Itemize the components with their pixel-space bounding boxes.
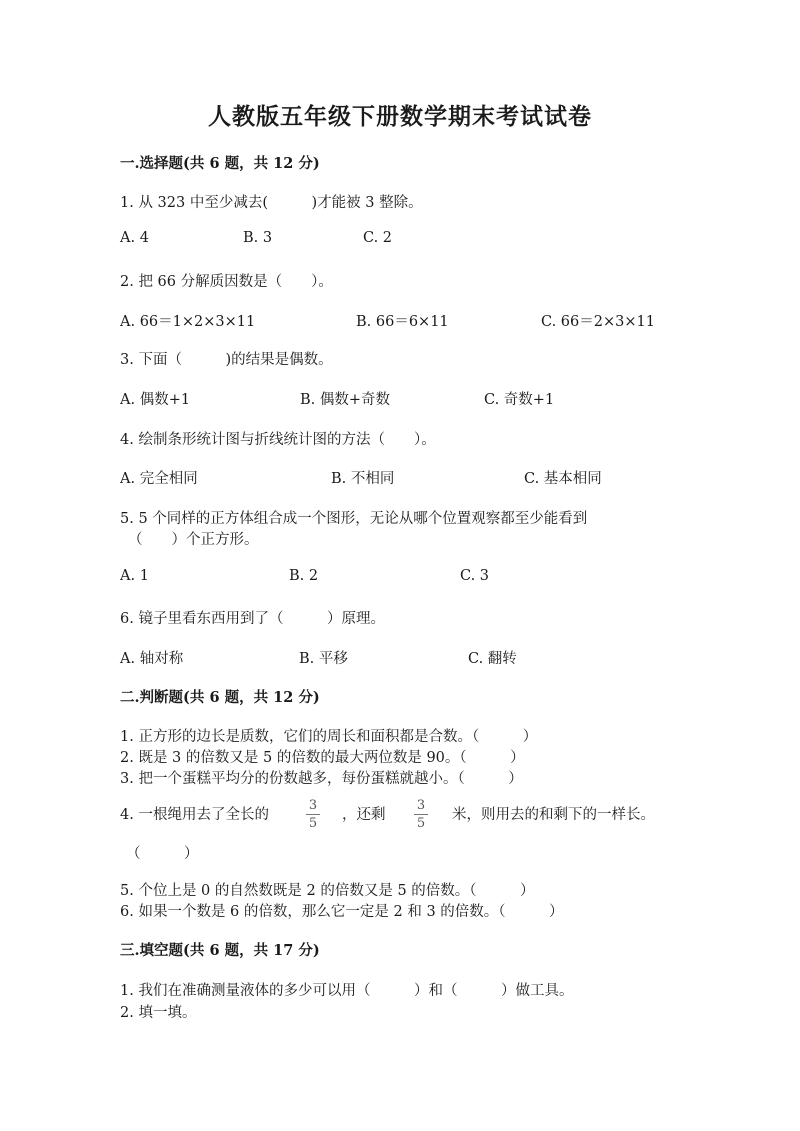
option-c: C. 翻转	[468, 651, 517, 667]
option-b: B. 偶数+奇数	[300, 392, 391, 408]
question-text: ，还剩	[342, 807, 386, 823]
option-b: B. 2	[289, 568, 319, 584]
option-a: A. 4	[120, 230, 149, 246]
option-c: C. 3	[460, 568, 490, 584]
section-heading-choice: 一.选择题(共 6 题，共 12 分)	[120, 155, 320, 172]
question-text: 3. 下面（ )的结果是偶数。	[120, 352, 333, 368]
question-text: 5. 个位上是 0 的自然数既是 2 的倍数又是 5 的倍数。（ ）	[120, 883, 535, 899]
fraction-denominator: 5	[308, 816, 318, 831]
option-a: A. 1	[120, 568, 149, 584]
question-text: 3. 把一个蛋糕平均分的份数越多，每份蛋糕就越小。（ ）	[120, 771, 523, 787]
question-text: 2. 填一填。	[120, 1005, 197, 1021]
option-b: B. 不相同	[331, 471, 395, 487]
option-c: C. 基本相同	[524, 471, 602, 487]
question-text: 4. 一根绳用去了全长的	[120, 807, 269, 823]
question-text: 1. 正方形的边长是质数，它们的周长和面积都是合数。（ ）	[120, 729, 538, 745]
option-a: A. 66＝1×2×3×11	[120, 314, 256, 330]
option-c: C. 奇数+1	[484, 392, 555, 408]
option-b: B. 平移	[299, 651, 348, 667]
fraction-three-fifths	[411, 797, 431, 832]
question-text: 6. 如果一个数是 6 的倍数，那么它一定是 2 和 3 的倍数。（ ）	[120, 904, 564, 920]
fraction-denominator: 5	[416, 816, 426, 831]
option-b: B. 3	[243, 230, 273, 246]
option-c: C. 66＝2×3×11	[541, 314, 655, 330]
question-text-continued: （ ）个正方形。	[128, 532, 259, 548]
question-text: 2. 既是 3 的倍数又是 5 的倍数的最大两位数是 90。（ ）	[120, 750, 525, 766]
fraction-numerator: 3	[416, 798, 426, 813]
question-text: 4. 绘制条形统计图与折线统计图的方法（ ）。	[120, 432, 436, 448]
question-text: 1. 我们在准确测量液体的多少可以用（ ）和（ ）做工具。	[120, 983, 574, 999]
question-text: 6. 镜子里看东西用到了（ ）原理。	[120, 611, 385, 627]
question-text: 2. 把 66 分解质因数是（ ）。	[120, 274, 333, 290]
fraction-three-fifths	[303, 797, 323, 832]
option-a: A. 完全相同	[120, 471, 198, 487]
option-a: A. 轴对称	[120, 651, 184, 667]
option-a: A. 偶数+1	[120, 392, 191, 408]
section-heading-judgement: 二.判断题(共 6 题，共 12 分)	[120, 689, 320, 706]
page-title: 人教版五年级下册数学期末考试试卷	[208, 103, 592, 130]
fraction-numerator: 3	[308, 798, 318, 813]
question-text: 5. 5 个同样的正方体组合成一个图形，无论从哪个位置观察都至少能看到	[120, 511, 588, 527]
question-text: 米，则用去的和剩下的一样长。	[452, 807, 655, 823]
section-heading-fill: 三.填空题(共 6 题，共 17 分)	[120, 942, 320, 959]
option-b: B. 66＝6×11	[356, 314, 449, 330]
answer-paren: （ ）	[126, 846, 199, 862]
option-c: C. 2	[363, 230, 393, 246]
question-text: 1. 从 323 中至少减去( )才能被 3 整除。	[120, 195, 423, 211]
